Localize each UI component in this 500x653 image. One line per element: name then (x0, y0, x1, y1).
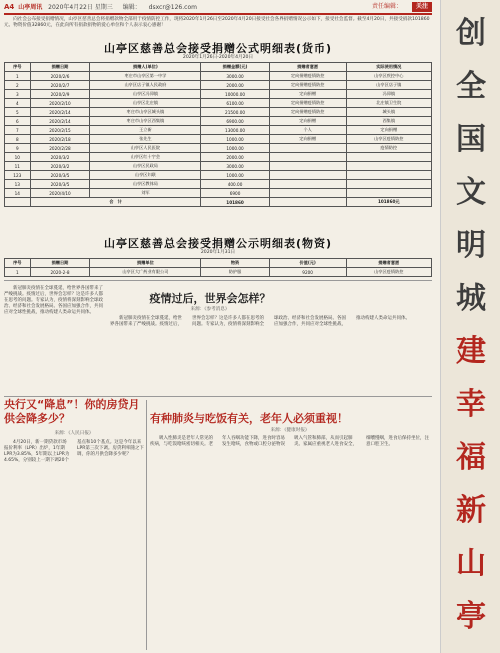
table1-cell: 2 (5, 81, 31, 90)
house-loan-headline: 央行又“降息”！你的房贷月供会降多少？ (4, 398, 140, 425)
table2-header-cell: 捐赠日期 (30, 259, 90, 268)
table1-cell: 张先生 (90, 135, 201, 144)
table1-cell: 3000.00 (201, 72, 269, 81)
table1-cell (269, 153, 346, 162)
table-row (5, 153, 432, 162)
table1-cell: 枣庄市山亭区第一中学 (90, 72, 201, 81)
table1-header-cell: 实际使用情况 (346, 63, 431, 72)
left-column-text (4, 286, 104, 386)
table1-cell: 8 (5, 135, 31, 144)
total-used: 101860元 (346, 198, 431, 207)
table1-cell (346, 180, 431, 189)
slogan-character: 新 (456, 493, 486, 528)
table-row (5, 72, 432, 81)
table1-cell: 10 (5, 153, 31, 162)
table1-cell: 2020/3/2 (30, 153, 90, 162)
pneumonia-article (150, 436, 432, 648)
masthead-brand: 山亭周讯 (18, 4, 43, 11)
slogan-character: 创 (456, 16, 486, 51)
table1-cell: 2020/2/14 (30, 117, 90, 126)
table1-cell: 1000.00 (201, 171, 269, 180)
table-row (5, 171, 432, 180)
table1-cell: 定向捐赠 (269, 135, 346, 144)
issue-date: 2020年4月22日 星期三 (48, 4, 113, 11)
table-row (5, 99, 432, 108)
table1-cell (346, 171, 431, 180)
slogan-character: 明 (456, 228, 486, 263)
table2-header-row (5, 259, 432, 268)
pneumonia-headline: 有种肺炎与吃饭有关，老年人必须重视！ (150, 412, 348, 425)
table1-cell: 2020/2/9 (30, 90, 90, 99)
table2-title: 山亭区慈善总会接受捐赠公示明细表(物资) (103, 237, 333, 250)
table1-cell: 山亭区妇联 (90, 171, 201, 180)
total-value: 101860 (201, 198, 269, 207)
table1-cell: 疫情防控 (346, 144, 431, 153)
table1-cell: 刘军 (90, 189, 201, 198)
table2-cell: 防护服 (201, 268, 269, 277)
table1-header-cell: 捐赠人(单位) (90, 63, 201, 72)
table1-cell (269, 171, 346, 180)
table1-cell: 5 (5, 108, 31, 117)
table1-cell: 3 (5, 90, 31, 99)
table-row (5, 162, 432, 171)
table1-header-cell: 捐赠金额(元) (201, 63, 269, 72)
slogan-character: 城 (456, 281, 486, 316)
table1-cell: 6 (5, 117, 31, 126)
epidemic-headline: 疫情过后，世界会怎样？ (149, 292, 271, 305)
slogan-character: 建 (456, 334, 486, 369)
table1-cell: 1000.00 (201, 135, 269, 144)
table1-cell: 2020/2/7 (30, 81, 90, 90)
table1-cell: 枣庄市山亭区城头镇 (90, 108, 201, 117)
house-loan-source: 来源：《人民日报》 (54, 431, 94, 436)
table2-cell: 山亭区大广药业有限公司 (90, 268, 201, 277)
house-loan-body: 4月20日，新一期贷款市场报价利率（LPR）出炉，1年期LPR为3.85%，5年期以上LPR为4.65%，分别较上一期下调20个基点和10个基点。这是今年以来LPR第三次下调。房贷利率随之下调，你的月供会降多少呢？ (4, 440, 144, 464)
table1-cell: 山亭区红十字会 (90, 153, 201, 162)
header-rule (4, 13, 432, 15)
editor-email: dsxcr@126.com (148, 4, 197, 11)
cash-donation-table (4, 62, 432, 207)
table2-cell: 山亭区疫情防控 (346, 268, 431, 277)
table1-cell: 定向捐赠疫情防控 (269, 99, 346, 108)
table1-cell: 山亭区疾控中心 (346, 72, 431, 81)
slogan-character: 文 (456, 175, 486, 210)
slogan-character: 幸 (456, 387, 486, 422)
table1-cell: 2020/4/10 (30, 189, 90, 198)
table1-cell: 2020/2/6 (30, 72, 90, 81)
epidemic-article (110, 316, 432, 396)
table-row (5, 117, 432, 126)
table1-cell: 2020/2/14 (30, 108, 90, 117)
section-divider (4, 396, 432, 397)
table2-cell: 1 (5, 268, 31, 277)
table1-cell: 1000.00 (201, 144, 269, 153)
table1-cell: 9 (5, 144, 31, 153)
table1-cell: 10000.00 (201, 90, 269, 99)
table1-cell: 6100.00 (201, 99, 269, 108)
table1-cell: 个人 (269, 126, 346, 135)
table1-cell: 山亭区店子镇人民政府 (90, 81, 201, 90)
table1-cell (269, 144, 346, 153)
slogan-character: 全 (456, 69, 486, 104)
table1-cell: 6900 (201, 189, 269, 198)
table1-cell: 21500.00 (201, 108, 269, 117)
slogan-character: 亭 (456, 599, 486, 634)
table1-cell: 定向捐赠 (269, 90, 346, 99)
table1-cell: 123 (5, 171, 31, 180)
table1-cell: 西集镇 (346, 117, 431, 126)
table1-cell: 枣庄市山亭区西集镇 (90, 117, 201, 126)
table-row (5, 268, 432, 277)
table1-cell: 定向捐赠疫情防控 (269, 72, 346, 81)
table1-cell: 山亭区人民医院 (90, 144, 201, 153)
table1-cell: 1 (5, 72, 31, 81)
table1-cell: 2000.00 (201, 153, 269, 162)
table1-cell: 定向捐赠疫情防控 (269, 108, 346, 117)
table1-cell: 3000.00 (201, 162, 269, 171)
table1-cell (346, 189, 431, 198)
table-row (5, 144, 432, 153)
epidemic-body-left: 新冠肺炎疫情在全球蔓延，给世界各国带来了严峻挑战。疫情过后，世界会怎样？这是许多人都在思考的问题。专家认为，疫情将深刻影响全球政治、经济和社会发展格局。各国应加强合作，共同应对全球性挑战，推动构建人类命运共同体。 (4, 286, 103, 316)
table1-cell: 山亭区北庄镇 (90, 99, 201, 108)
table1-title: 山亭区慈善总会接受捐赠公式明细表(货币) (103, 42, 333, 55)
table1-cell: 2020/2/15 (30, 126, 90, 135)
table-row (5, 108, 432, 117)
slogan-character: 山 (456, 546, 486, 581)
table1-cell: 2020/3/5 (30, 171, 90, 180)
table1-cell: 王立新 (90, 126, 201, 135)
table1-cell: 13000.00 (201, 126, 269, 135)
table1-cell (269, 162, 346, 171)
table2-cell: 2020-2-8 (30, 268, 90, 277)
table1-cell: 2020/3/5 (30, 180, 90, 189)
table1-cell: 400.00 (201, 180, 269, 189)
section-divider (4, 280, 432, 281)
table2-header-cell: 捐赠单位 (90, 259, 201, 268)
house-loan-article (4, 440, 144, 648)
table1-cell: 冯卯镇 (346, 90, 431, 99)
column-divider (146, 400, 147, 650)
table1-cell: 山亭区疫情防控 (346, 135, 431, 144)
table-row (5, 81, 432, 90)
table1-cell: 山亭区教体局 (90, 180, 201, 189)
table1-cell (346, 162, 431, 171)
table1-cell: 13 (5, 180, 31, 189)
table1-cell (269, 180, 346, 189)
table2-header-cell: 价值(元) (269, 259, 346, 268)
table2-header-cell: 物资 (201, 259, 269, 268)
table-row (5, 135, 432, 144)
table2-cell: 9200 (269, 268, 346, 277)
table1-date: 2020年1月26日-2020年4月20日 (182, 55, 254, 60)
intro-paragraph: 向社会公布接受捐赠情况，山亭区慈善总会将捐赠款物全部用于疫情防控工作，现将2020年1月26日至2020年4月20日接受社会各界捐赠情况公示如下，接受社会监督。截至4月20日，共接受捐款101860元、物资价值32860元，在此向所有捐款捐物的爱心单位和个人表示衷心感谢！ (4, 17, 430, 29)
table1-cell: 北庄镇卫生院 (346, 99, 431, 108)
page-number: A4 (4, 3, 15, 11)
epidemic-source: 来源：《参考消息》 (190, 307, 230, 312)
table1-cell: 14 (5, 189, 31, 198)
table-row (5, 126, 432, 135)
slogan-character: 国 (456, 122, 486, 157)
table1-cell: 2000.00 (201, 81, 269, 90)
page-header (4, 2, 432, 12)
table2-header-cell: 捐赠者意愿 (346, 259, 431, 268)
total-label: 合 计 (30, 198, 201, 207)
table1-cell: 山亭区冯卯镇 (90, 90, 201, 99)
table1-cell: 定向捐赠 (269, 117, 346, 126)
table-row (5, 189, 432, 198)
side-slogan-banner (440, 0, 500, 653)
table1-cell (346, 153, 431, 162)
table1-cell: 山亭区民政局 (90, 162, 201, 171)
table1-header-cell: 捐赠日期 (30, 63, 90, 72)
table1-cell: 城头镇 (346, 108, 431, 117)
section-badge: 关注 (412, 2, 432, 12)
table1-header-row (5, 63, 432, 72)
table2-date: 2020年1月31日 (200, 250, 236, 255)
table1-cell: 4 (5, 99, 31, 108)
epidemic-body: 新冠肺炎疫情在全球蔓延，给世界各国带来了严峻挑战。疫情过后，世界会怎样？这是许多人都在思考的问题。专家认为，疫情将深刻影响全球政治、经济和社会发展格局。各国应加强合作，共同应对全球性挑战，推动构建人类命运共同体。 (110, 316, 410, 328)
table2-header-cell: 序号 (5, 259, 31, 268)
pneumonia-source: 来源：《健康时报》 (270, 428, 310, 433)
table1-header-cell: 捐赠者意愿 (269, 63, 346, 72)
table1-cell (269, 189, 346, 198)
table1-cell: 定向捐赠疫情防控 (269, 81, 346, 90)
table1-cell: 2020/2/18 (30, 135, 90, 144)
table1-cell: 11 (5, 162, 31, 171)
table1-cell: 6900.00 (201, 117, 269, 126)
table1-cell: 2020/2/28 (30, 144, 90, 153)
table1-cell: 2020/2/10 (30, 99, 90, 108)
table-row (5, 90, 432, 99)
table1-total-row (5, 198, 432, 207)
goods-donation-table (4, 258, 432, 277)
table1-cell: 2020/3/2 (30, 162, 90, 171)
slogan-character: 福 (456, 440, 486, 475)
pneumonia-body: 吸入性肺炎是老年人常见的疾病，与吃饭呛咳密切相关。老年人吞咽功能下降，进食时容易发生呛咳，食物或口腔分泌物误吸入气管和肺部，从而引起肺炎。家属应重视老人进食安全，细嚼慢咽，进食后保持坐位，注意口腔卫生。 (150, 436, 429, 448)
responsible-editor: 责任编辑： (371, 3, 402, 10)
table-row (5, 180, 432, 189)
editor-label: 编辑： (122, 4, 141, 11)
table1-header-cell: 序号 (5, 63, 31, 72)
table1-cell: 山亭区店子镇 (346, 81, 431, 90)
table1-cell: 定向捐赠 (346, 126, 431, 135)
table1-cell: 7 (5, 126, 31, 135)
